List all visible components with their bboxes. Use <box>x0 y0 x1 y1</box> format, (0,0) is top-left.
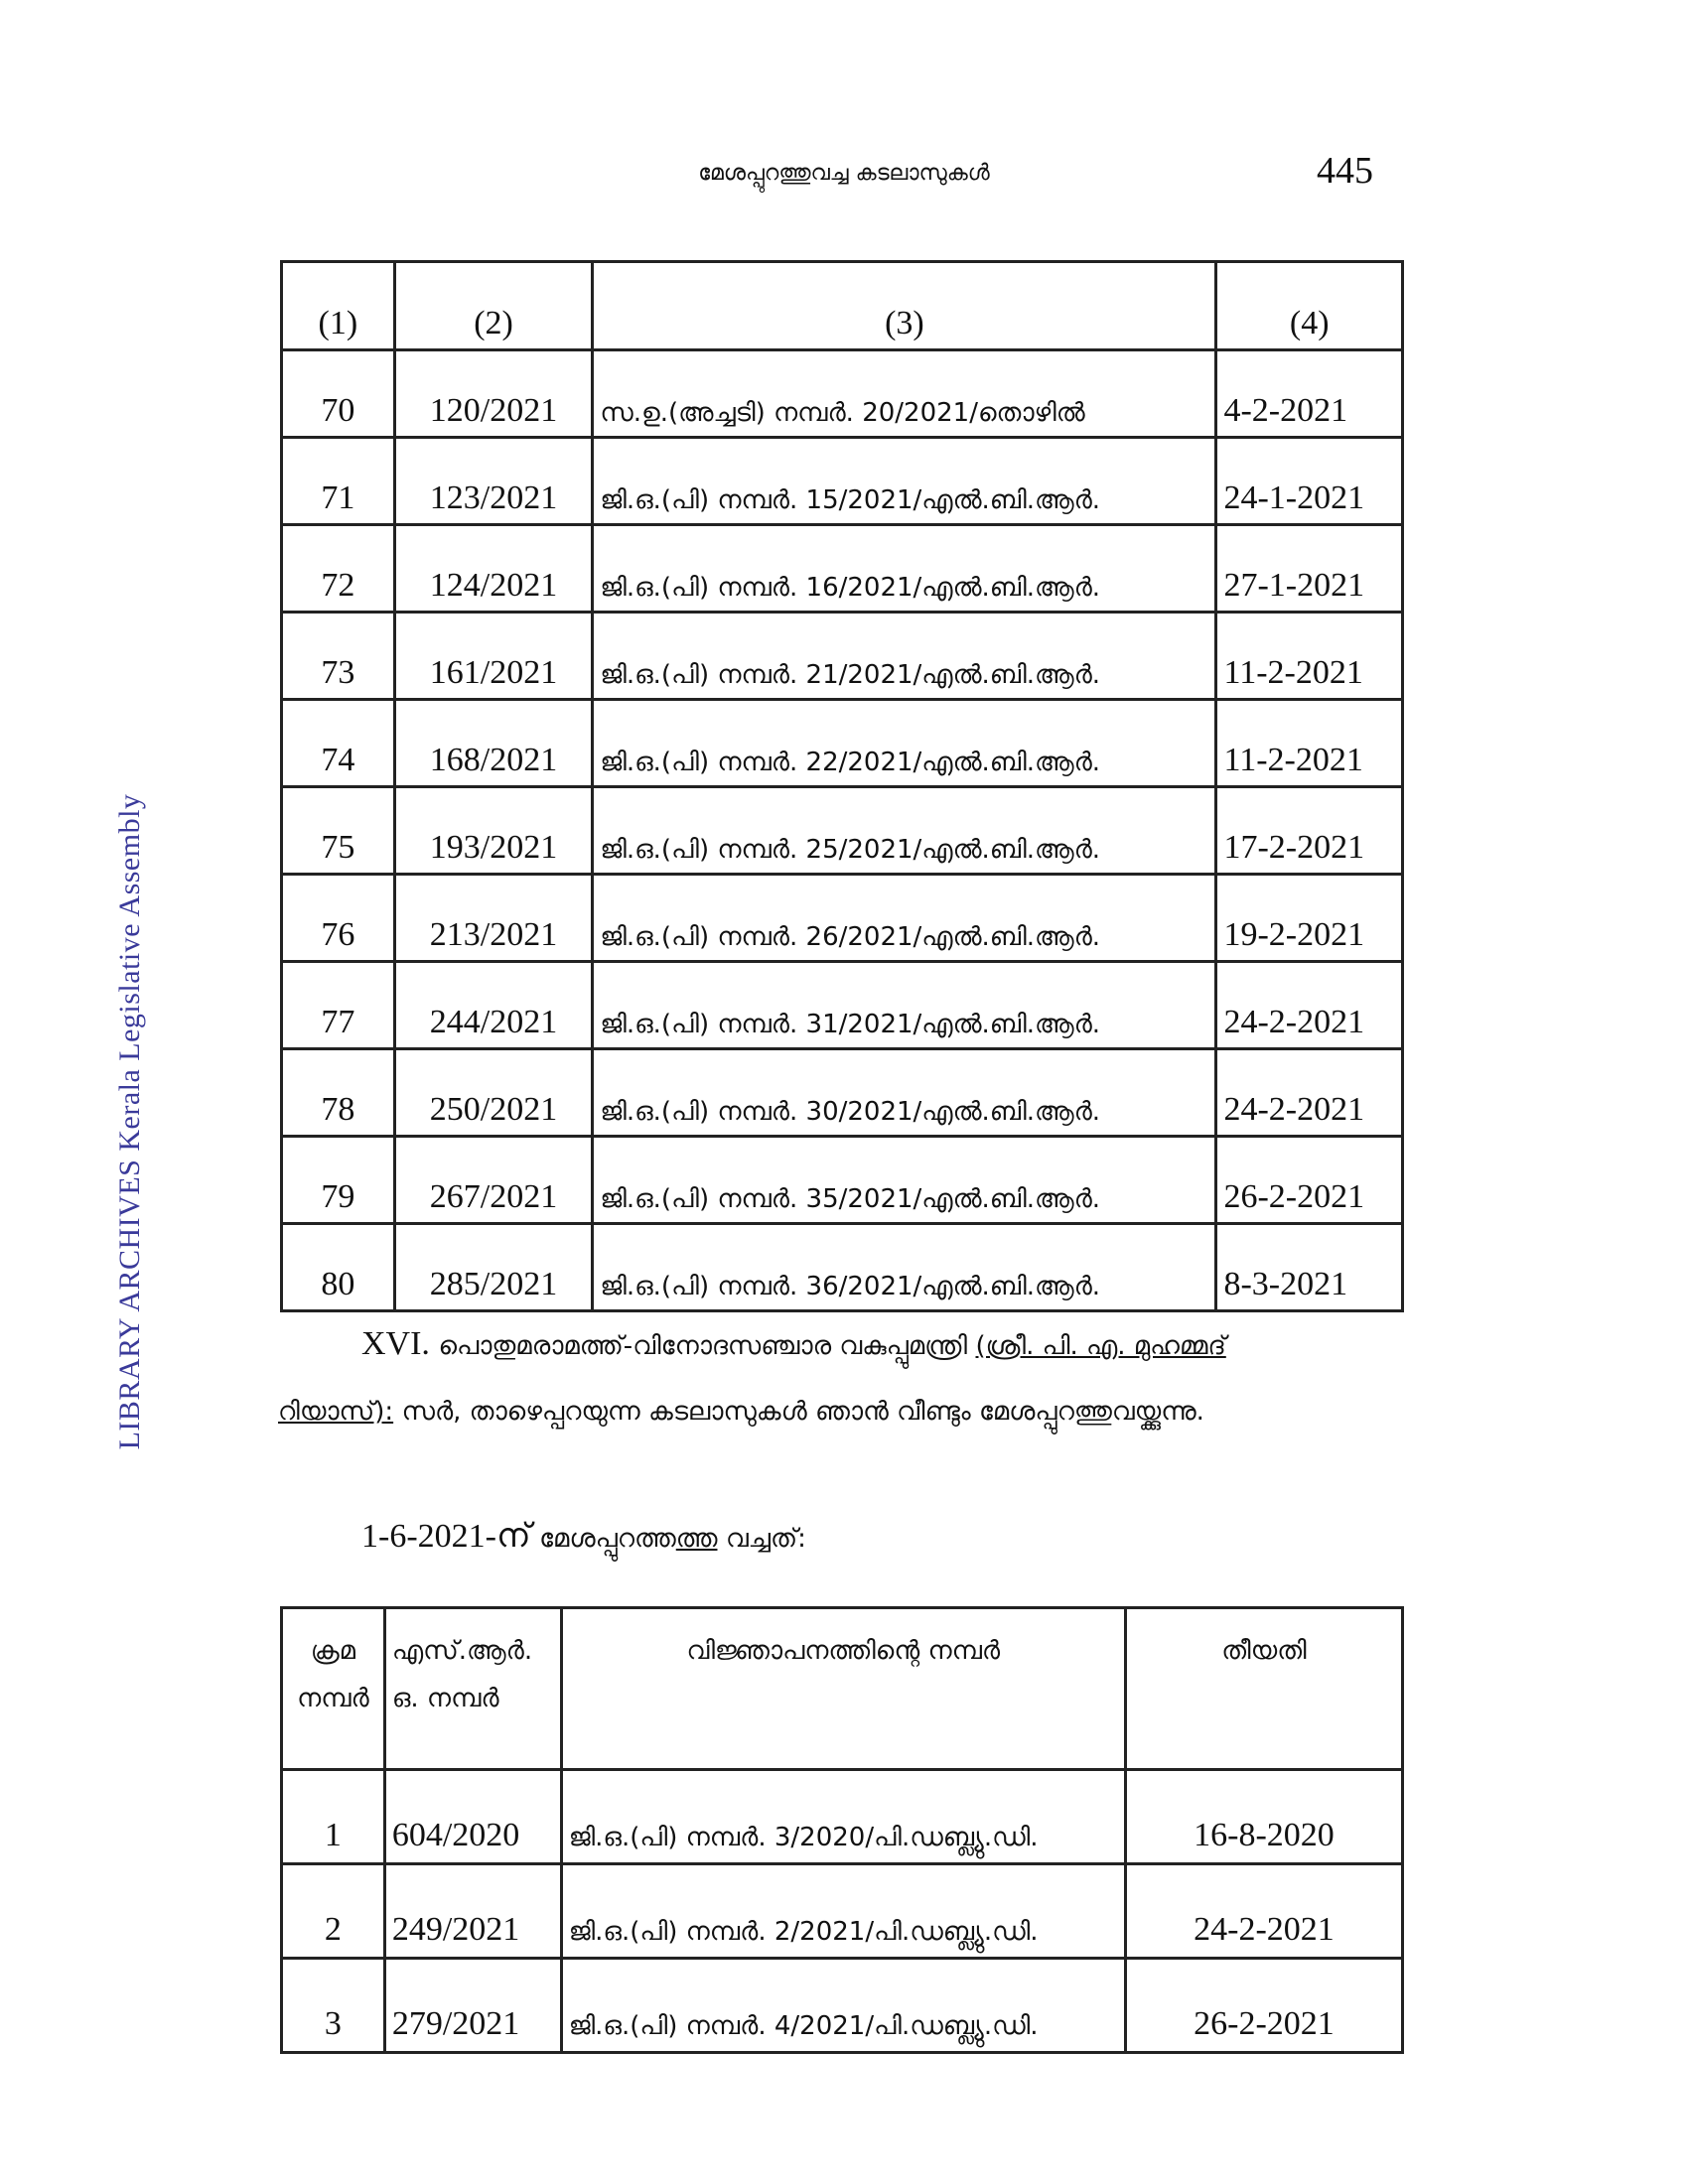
table-row <box>282 1049 1403 1137</box>
sro-number-cell: 285/2021 <box>394 1224 593 1311</box>
tabled-date-line <box>278 1505 1410 1570</box>
table-row <box>282 787 1403 875</box>
order-number-cell <box>593 787 1216 875</box>
order-number: ജി.ഒ.(പി) നമ്പർ. 21/2021/എൽ.ബി.ആർ. <box>600 660 1101 690</box>
serial-number-cell: 1 <box>282 1770 385 1864</box>
order-number: സ.ഉ.(അച്ചടി) നമ്പർ. 20/2021/തൊഴിൽ <box>600 398 1085 428</box>
table-row <box>282 875 1403 962</box>
notification-date-cell: 16-8-2020 <box>1125 1770 1402 1864</box>
serial-number-cell: 73 <box>282 613 395 700</box>
order-number-cell <box>593 613 1216 700</box>
serial-number-cell: 78 <box>282 1049 395 1137</box>
order-number: ജി.ഒ.(പി) നമ്പർ. 31/2021/എൽ.ബി.ആർ. <box>600 1010 1101 1039</box>
order-date-cell: 8-3-2021 <box>1216 1224 1403 1311</box>
sro-number-cell: 267/2021 <box>394 1137 593 1224</box>
serial-number-cell: 70 <box>282 350 395 438</box>
table-row <box>282 1770 1403 1864</box>
running-title: മേശപ്പുറത്തുവച്ച കടലാസുകൾ <box>698 161 990 186</box>
column-header-notification: വിജ്ഞാപനത്തിന്റെ നമ്പർ <box>561 1608 1125 1770</box>
order-number: ജി.ഒ.(പി) നമ്പർ. 15/2021/എൽ.ബി.ആർ. <box>600 485 1101 515</box>
order-date-cell: 24-1-2021 <box>1216 438 1403 525</box>
table-row <box>282 700 1403 787</box>
sro-number-cell: 250/2021 <box>394 1049 593 1137</box>
order-number: ജി.ഒ.(പി) നമ്പർ. 22/2021/എൽ.ബി.ആർ. <box>600 748 1101 777</box>
table-row <box>282 1864 1403 1959</box>
order-number-cell <box>593 875 1216 962</box>
minister-name: (ശ്രീ. പി. എ. മുഹമ്മദ് <box>975 1331 1226 1361</box>
order-number: ജി.ഒ.(പി) നമ്പർ. 36/2021/എൽ.ബി.ആർ. <box>600 1272 1101 1301</box>
sro-number-cell: 604/2020 <box>384 1770 561 1864</box>
order-date-cell: 11-2-2021 <box>1216 613 1403 700</box>
order-number-cell <box>593 1224 1216 1311</box>
section-number: XVI. <box>361 1325 430 1362</box>
order-number: ജി.ഒ.(പി) നമ്പർ. 25/2021/എൽ.ബി.ആർ. <box>600 835 1101 865</box>
order-number: ജി.ഒ.(പി) നമ്പർ. 16/2021/എൽ.ബി.ആർ. <box>600 573 1101 603</box>
serial-number-cell: 3 <box>282 1959 385 2053</box>
order-number: ജി.ഒ.(പി) നമ്പർ. 30/2021/എൽ.ബി.ആർ. <box>600 1097 1101 1127</box>
order-date-cell: 17-2-2021 <box>1216 787 1403 875</box>
sro-number-cell: 244/2021 <box>394 962 593 1049</box>
sro-number-cell: 213/2021 <box>394 875 593 962</box>
sro-number-cell: 168/2021 <box>394 700 593 787</box>
notification-number: ജി.ഒ.(പി) നമ്പർ. 3/2020/പി.ഡബ്ല്യു.ഡി. <box>568 1823 1039 1852</box>
column-header-date: തീയതി <box>1125 1608 1402 1770</box>
order-number-cell <box>593 1049 1216 1137</box>
sro-number-cell: 161/2021 <box>394 613 593 700</box>
column-header: (1) <box>282 262 395 350</box>
order-date-cell: 24-2-2021 <box>1216 962 1403 1049</box>
archive-watermark: LIBRARY ARCHIVES Kerala Legislative Assembly <box>113 793 146 1450</box>
table-row <box>282 962 1403 1049</box>
serial-number-cell: 79 <box>282 1137 395 1224</box>
order-date-cell: 27-1-2021 <box>1216 525 1403 613</box>
column-header-sl: ക്രമ നമ്പർ <box>282 1608 385 1770</box>
notification-number-cell <box>561 1770 1125 1864</box>
sro-number-cell: 279/2021 <box>384 1959 561 2053</box>
notification-number: ജി.ഒ.(പി) നമ്പർ. 4/2021/പി.ഡബ്ല്യു.ഡി. <box>568 2011 1039 2041</box>
minister-name-cont: റിയാസ്): <box>278 1397 394 1427</box>
order-date-cell: 11-2-2021 <box>1216 700 1403 787</box>
sro-number-cell: 120/2021 <box>394 350 593 438</box>
serial-number-cell: 71 <box>282 438 395 525</box>
tabled-date: 1-6-2021-ന് <box>361 1518 531 1555</box>
table-row <box>282 1224 1403 1311</box>
table-row <box>282 525 1403 613</box>
tabled-text-after: വച്ചത്: <box>725 1524 806 1554</box>
notification-number: ജി.ഒ.(പി) നമ്പർ. 2/2021/പി.ഡബ്ല്യു.ഡി. <box>568 1917 1039 1947</box>
statement-text: സർ, താഴെപ്പറയുന്ന കടലാസുകൾ ഞാൻ വീണ്ടും മേശപ്പുറത്തുവയ്ക്കുന്നു. <box>401 1397 1204 1427</box>
table-row <box>282 1959 1403 2053</box>
table-row <box>282 613 1403 700</box>
serial-number-cell: 76 <box>282 875 395 962</box>
notification-number-cell <box>561 1959 1125 2053</box>
page-number: 445 <box>1317 150 1373 192</box>
order-number-cell <box>593 1137 1216 1224</box>
sro-number-cell: 123/2021 <box>394 438 593 525</box>
notification-date-cell: 26-2-2021 <box>1125 1959 1402 2053</box>
order-date-cell: 26-2-2021 <box>1216 1137 1403 1224</box>
order-date-cell: 24-2-2021 <box>1216 1049 1403 1137</box>
minister-title: പൊതുമരാമത്ത്-വിനോദസഞ്ചാര വകുപ്പുമന്ത്രി <box>438 1331 968 1361</box>
minister-statement <box>278 1312 1410 1443</box>
serial-number-cell: 74 <box>282 700 395 787</box>
sro-number-cell: 193/2021 <box>394 787 593 875</box>
tabled-text-before: മേശപ്പുറത്ത <box>539 1524 676 1554</box>
serial-number-cell: 75 <box>282 787 395 875</box>
notification-number-cell <box>561 1864 1125 1959</box>
serial-number-cell: 72 <box>282 525 395 613</box>
papers-table-1 <box>280 260 1404 1312</box>
order-number-cell <box>593 700 1216 787</box>
serial-number-cell: 80 <box>282 1224 395 1311</box>
column-header-sro: എസ്.ആർ. ഒ. നമ്പർ <box>384 1608 561 1770</box>
order-number-cell <box>593 525 1216 613</box>
table-header-row <box>282 262 1403 350</box>
table-row <box>282 438 1403 525</box>
order-number-cell <box>593 438 1216 525</box>
tabled-underlined: ത്ത <box>675 1524 718 1554</box>
order-number: ജി.ഒ.(പി) നമ്പർ. 35/2021/എൽ.ബി.ആർ. <box>600 1184 1101 1214</box>
order-number-cell <box>593 350 1216 438</box>
serial-number-cell: 2 <box>282 1864 385 1959</box>
table-row <box>282 1137 1403 1224</box>
column-header: (2) <box>394 262 593 350</box>
papers-table-2 <box>280 1606 1404 2054</box>
serial-number-cell: 77 <box>282 962 395 1049</box>
order-date-cell: 4-2-2021 <box>1216 350 1403 438</box>
order-date-cell: 19-2-2021 <box>1216 875 1403 962</box>
table-row <box>282 350 1403 438</box>
table-header-row <box>282 1608 1403 1770</box>
column-header: (4) <box>1216 262 1403 350</box>
order-number: ജി.ഒ.(പി) നമ്പർ. 26/2021/എൽ.ബി.ആർ. <box>600 922 1101 952</box>
sro-number-cell: 249/2021 <box>384 1864 561 1959</box>
order-number-cell <box>593 962 1216 1049</box>
sro-number-cell: 124/2021 <box>394 525 593 613</box>
column-header: (3) <box>593 262 1216 350</box>
notification-date-cell: 24-2-2021 <box>1125 1864 1402 1959</box>
